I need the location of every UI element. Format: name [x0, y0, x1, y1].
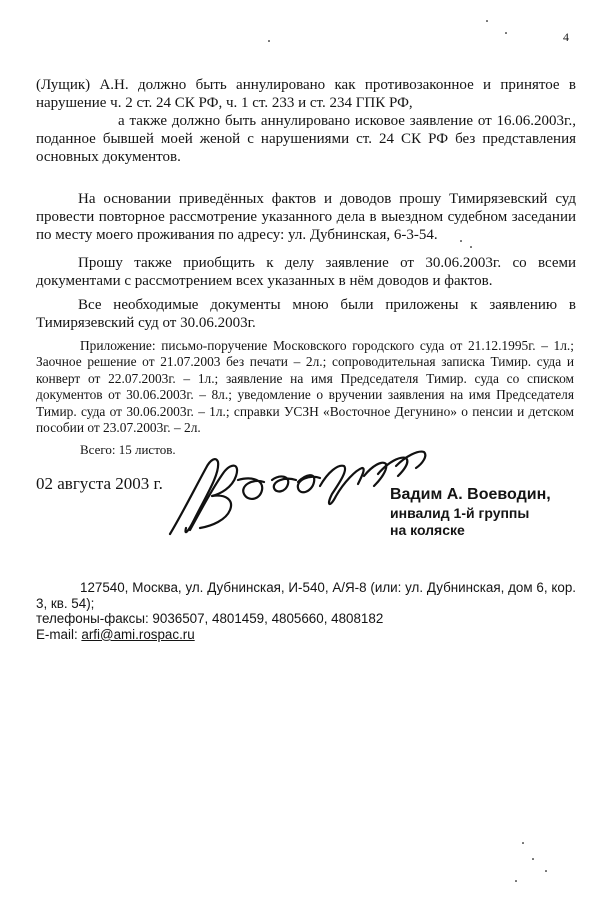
scan-speck	[505, 32, 507, 34]
scan-speck	[460, 240, 462, 242]
email-label: E-mail:	[36, 626, 82, 642]
scan-speck	[486, 20, 488, 22]
contact-block	[36, 580, 576, 642]
signer-block	[390, 486, 551, 539]
scan-speck	[515, 880, 517, 882]
email-link[interactable]: arfi@ami.rospac.ru	[81, 626, 195, 642]
scan-speck	[470, 246, 472, 248]
attachments-list: Приложение: письмо-поручение Московского городского суда от 21.12.1995г. – 1л.; Заочное решение от 21.07.2003 без печати – 2л.; сопроводительная записка Тимир. суда и конверт от 22.07.2003г. – 1л.; заявление на имя Председателя Тимир. суда со списком документов от 30.06.2003г. – 8л.; уведомление о вручении заявления на имя Председателя Тимир. суда от 30.06.2003г. – 1л.; справки УСЗН «Восточное Дегунино» о пенсии и детском пособии от 23.07.2003г. – 2л.	[36, 338, 574, 436]
email-line	[36, 627, 576, 643]
paragraph-claim: а также должно быть аннулировано исковое заявление от 16.06.2003г., поданное бывшей моей женой с нарушениями ст. 24 СК РФ без представления основных документов.	[36, 113, 576, 165]
signer-name: Вадим А. Воеводин,	[390, 486, 551, 503]
phone-fax-line: телефоны-факсы: 9036507, 4801459, 4805660, 4808182	[36, 611, 384, 627]
scan-speck	[522, 842, 524, 844]
scan-speck	[545, 870, 547, 872]
document-date: 02 августа 2003 г.	[36, 474, 163, 493]
paragraph-attach-request: Прошу также приобщить к делу заявление от 30.06.2003г. со всеми документами с рассмотрением всех указанных в нём доводов и фактов.	[36, 255, 576, 289]
paragraph-request: На основании приведённых фактов и доводов прошу Тимирязевский суд провести повторное рассмотрение указанного дела в выездном судебном заседании по месту моего проживания по адресу: ул. Дубнинская, 6-3-54.	[36, 191, 576, 243]
total-sheets: Всего: 15 листов.	[80, 442, 176, 457]
scan-speck	[532, 858, 534, 860]
paragraph-documents: Все необходимые документы мною были приложены к заявлению в Тимирязевский суд от 30.06.2003г.	[36, 297, 576, 331]
page-number: 4	[563, 30, 569, 44]
paragraph-annulment: (Лущик) А.Н. должно быть аннулировано как противозаконное и принятое в нарушение ч. 2 ст. 24 СК РФ, ч. 1 ст. 233 и ст. 234 ГПК РФ,	[36, 77, 576, 111]
scan-speck	[268, 40, 270, 42]
signer-status-note: на коляске	[390, 522, 465, 538]
signer-status: инвалид 1-й группы	[390, 505, 530, 521]
paragraph-claim-block	[36, 112, 576, 166]
postal-address: 127540, Москва, ул. Дубнинская, И-540, А/Я-8 (или: ул. Дубнинская, дом 6, кор. 3, кв. 54);	[36, 580, 576, 611]
